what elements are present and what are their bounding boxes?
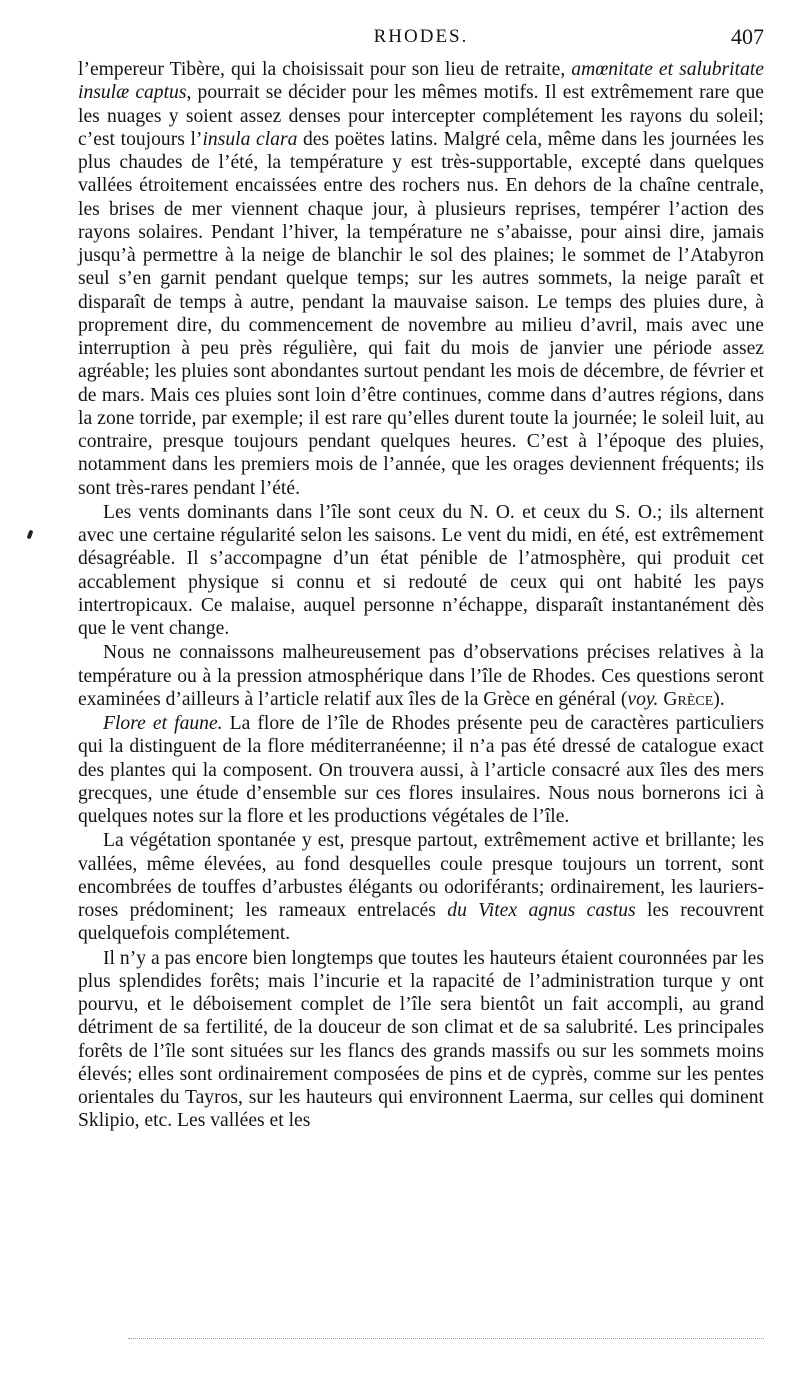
text-run: La flore de l’île de Rhodes présente peu de caractères particuliers qui la distinguent de la flore méditerranéenne; il n’a pas été dressé de catalogue exact des plantes qui la composent. On trouvera aussi, à l’article consacré aux îles des mers grecques, une étude d’ensemble sur ces flores insulaires. Nous nous bornerons ici à quelques notes sur la flore et les productions végétales de l’île. (78, 713, 765, 827)
paragraph (78, 641, 764, 711)
ink-speck (27, 530, 34, 540)
italic-text: voy. (627, 688, 659, 710)
text-run: des poëtes latins. Malgré cela, même dans les journées les plus chaudes de l’été, la température y est très-supportable, excepté dans quelques vallées étroitement encaissées entre des rochers nus. En dehors de la chaîne centrale, les brises de mer viennent chaque jour, à plusieurs reprises, tempérer l’action des rayons solaires. Pendant l’hiver, la température ne s’abaisse, pour ainsi dire, jamais jusqu’à permettre à la neige de blanchir le sol des plaines; le sommet de l’Atabyron seul s’en garnit pendant quelque temps; sur les autres sommets, la neige paraît et disparaît de temps à autre, pendant la mauvaise saison. Le temps des pluies dure, à proprement dire, du commencement de novembre au milieu d’avril, mais avec une interruption à peu près régulière, qui fait du mois de janvier une période assez agréable; les pluies sont abondantes surtout pendant les mois de décembre, de février et de mars. Mais ces pluies sont loin d’être continues, comme dans d’autres régions, dans la zone torride, par exemple; il est rare qu’elles durent toute la journée; le soleil luit, au contraire, presque toujours pendant quelques heures. C’est à l’époque des pluies, notamment dans les premiers mois de l’année, que les orages deviennent fréquents; ils sont très-rares pendant l’été. (78, 128, 764, 499)
italic-text: insula clara (202, 128, 298, 150)
italic-text: Flore et faune. (103, 713, 223, 734)
paragraph (78, 501, 764, 641)
page-header (78, 26, 764, 54)
italic-text: amœnitate et salubritate insulæ captus (78, 59, 764, 104)
text-run: Il n’y a pas encore bien longtemps que toutes les hauteurs étaient couronnées par les plus splendides forêts; mais l’incurie et la rapacité de l’administration turque y ont pourvu, et le déboisement complet de l’île sera bientôt un fait accompli, au grand détriment de sa fertilité, de la douceur de son climat et de sa salubrité. Les principales forêts de l’île sont situées sur les flancs des grands massifs ou sur les sommets moins élevés; elles sont ordinairement composées de pins et de cyprès, comme sur les pentes orientales du Tayros, sur les hauteurs qui environnent Laerma, sur celles qui dominent Sklipio, etc. Les vallées et les (78, 947, 764, 1132)
body-text (78, 58, 764, 1133)
text-run: l’empereur Tibère, qui la choisissait pour son lieu de retraite, (78, 59, 572, 80)
text-run: Nous ne connaissons malheureusement pas d’observations précises relatives à la température ou à la pression atmosphérique dans l’île de Rhodes. Ces questions seront examinées d’ailleurs à l’article relatif aux îles de la Grèce en général ( (78, 642, 764, 710)
text-run: , pourrait se décider pour les mêmes motifs. Il est extrêmement rare que les nuages y soient assez denses pour intercepter complétement les rayons du soleil; c’est toujours l’ (78, 82, 765, 150)
paragraph (78, 58, 764, 500)
page-number: 407 (731, 24, 764, 49)
running-title: RHODES. (373, 26, 469, 47)
text-run: les recouvrent quelquefois complétement. (78, 900, 764, 945)
text-run: ). (713, 688, 725, 710)
paragraph (78, 947, 764, 1133)
text-run: Les vents dominants dans l’île sont ceux du N. O. et ceux du S. O.; ils alternent avec une certaine régularité selon les saisons. Le vent du midi, en été, est extrêmement désagréable. Il s’accompagne d’un état pénible de l’atmosphère, qui produit cet accablement physique si connu et si redouté de ceux qui ont habité les pays intertropicaux. Ce malaise, auquel personne n’échappe, disparaît instantanément dès que le vent change. (78, 501, 764, 639)
italic-text: du Vitex agnus castus (447, 900, 636, 921)
paragraph (78, 829, 764, 945)
paragraph (78, 712, 764, 828)
bottom-dotted-rule (128, 1338, 764, 1339)
text-run: La végétation spontanée y est, presque partout, extrêmement active et brillante; les vallées, même élevées, au fond desquelles coule presque toujours un torrent, sont encombrées de touffes d’arbustes élégants ou odoriférants; ordinairement, les lauriers-roses prédominent; les rameaux entrelacés (78, 830, 764, 921)
small-caps-text: Grèce (663, 688, 714, 710)
